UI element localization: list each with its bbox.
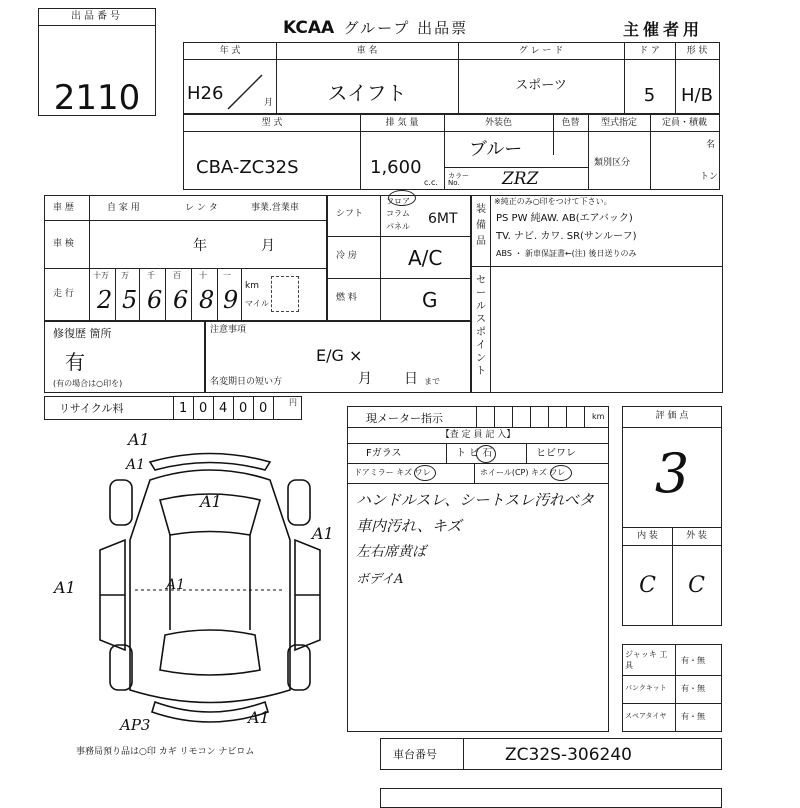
glass-label: Fガラス [366,448,402,459]
mileage-digit-4: 6 [173,286,189,314]
col-grade: グ レ ー ド [518,46,564,56]
ac-value: A/C [408,246,443,270]
equipment-table [471,195,723,393]
chassis-value: ZC32S-306240 [505,745,632,765]
header-logo: KCAA [283,18,335,38]
repair-label: 修復歴 箇所 [53,327,112,340]
score-value: 3 [654,442,690,505]
recycle-digit-1: 1 [179,401,188,416]
spec-color-no-label: カラー No. [448,172,469,187]
digit-unit-100: 百 [173,271,181,280]
col-model: 型 式 [261,118,283,128]
recycle-digit-2: 0 [199,401,208,416]
col-color: 外装色 [484,118,512,128]
shaken-label: 車 検 [53,239,74,249]
spec-model: CBA-ZC32S [196,157,299,178]
digit-unit-10k: 万 [121,271,129,280]
shift-label: シフト [336,209,364,219]
car-shape: H/B [681,85,713,106]
glass-crack: ヒビワレ [536,448,576,459]
chassis-label: 車台番号 [393,748,437,761]
notes-rename-label: 名変期日の短い方 [210,377,283,387]
equipment-row2: TV. ナビ. カワ. SR(サンルーフ) [496,231,637,242]
car-name: スイフト [327,81,407,105]
repair-value: 有 [65,350,85,374]
notes-day: 日 [404,371,418,387]
mark-rear-right: A1 [248,708,270,727]
accessory-jack-value: 有・無 [681,656,705,665]
col-shape: 形 状 [686,46,708,56]
notes-box [205,321,471,393]
drive-table [327,195,471,321]
car-damage-diagram [80,440,340,740]
wheel-label: ホイール(CP) キズ ワレ [480,468,566,477]
history-private: 自 家 用 [107,203,140,213]
lot-box [38,8,156,116]
car-doors: 5 [643,85,656,106]
equipment-row3: ABS ・ 新車保証書←(注) 後日送りのみ [496,249,637,258]
shaken-year: 年 [193,238,207,254]
spec-color-no: ZRZ [502,169,539,189]
sales-point: セールスポイント [476,275,486,377]
col-capacity: 定員・積載 [661,118,707,128]
lot-number: 2110 [53,78,141,118]
diagram-footer: 事務局預り品は○印 カギ リモコン ナビロム [76,747,255,757]
mileage-km: km [245,281,259,291]
col-type-designation: 型式指定 [600,118,637,128]
meter-label: 現メーター指示 [366,412,443,425]
wheel-circle [550,465,572,481]
accessory-puncture-label: パンクキット [625,684,667,692]
bottom-box [380,788,722,808]
fuel-label: 燃 料 [336,293,357,303]
col-name: 車 名 [356,46,378,56]
notes-until: まで [424,377,440,386]
mark-roof: A1 [166,577,186,593]
unit-ton: トン [700,172,719,182]
notes-month: 月 [358,371,372,387]
car-year: H26 [187,83,224,104]
ac-label: 冷 房 [336,251,357,261]
history-business: 事業.営業車 [251,203,299,213]
recycle-box [44,396,302,420]
recycle-digit-5: 0 [259,401,268,416]
recycle-yen: 円 [289,398,297,407]
interior-value: C [639,573,656,598]
history-label: 車 歴 [53,203,74,213]
fuel-value: G [422,288,438,312]
score-panel [622,406,722,626]
comment-3: 左右席黄ば [356,544,426,560]
digit-unit-1k: 千 [147,271,155,280]
notes-label: 注意事項 [210,325,247,335]
shift-circle [388,190,416,206]
equipment-label: 装 備 品 [476,204,486,247]
shaken-month: 月 [261,238,275,254]
unit-person: 名 [706,140,716,150]
comment-1: ハンドルスレ、シートスレ汚れべタ [356,491,594,509]
accessory-spare-label: スペアタイヤ [625,712,667,720]
mark-hood: A1 [200,492,222,511]
col-color-change: 色替 [561,118,580,128]
comment-4: ボデイA [356,572,404,587]
accessories-panel [622,644,722,732]
header-title: . グループ 出品票 [330,19,469,37]
meter-unit: km [592,412,605,421]
spec-cc: c.c. [424,178,438,187]
mileage-mile: マイル [245,299,269,308]
score-label: 評 価 点 [655,411,689,421]
shift-floor: フロア [386,197,410,206]
notes-engine: E/G × [316,346,363,365]
mileage-digit-5: 8 [199,286,215,314]
recycle-label: リサイクル料 [59,402,124,415]
glass-chip: ト ビ 石 [456,448,493,459]
interior-label: 内 装 [637,531,658,541]
equipment-row1: PS PW 純AW. AB(エアバック) [496,213,633,224]
recycle-digit-4: 0 [239,401,248,416]
shift-column: コラム [386,209,410,218]
exterior-label: 外 装 [686,531,707,541]
mirror-circle [414,465,436,481]
mark-front-left: A1 [126,457,146,473]
repair-note: (有の場合は○印を) [53,379,123,388]
comment-2: 車内汚れ、キズ [356,517,462,535]
chassis-box [380,738,722,770]
accessory-spare-value: 有・無 [681,712,705,721]
mirror-label: ドアミラー キズ ワレ [354,468,431,477]
equipment-note: ※純正のみ○印をつけて下さい。 [494,197,612,206]
mark-front-top: A1 [128,430,150,449]
glass-chip-circle [476,445,496,463]
inspection-panel [347,406,609,732]
history-table [44,195,327,321]
mark-left-side: A1 [54,578,76,597]
col-year: 年 式 [219,46,241,56]
mark-rear-bumper: AP3 [120,716,151,734]
car-grade: スポーツ [515,78,567,93]
car-table [183,42,720,114]
header-role: 主催者用 [623,20,704,39]
digit-unit-10: 十 [199,271,207,280]
history-rental: レ ン タ [185,203,218,213]
year-slash [226,71,266,111]
mileage-label: 走 行 [53,289,74,299]
repair-box [44,321,205,393]
col-displacement: 排 気 量 [385,118,419,128]
mark-right-side: A1 [312,524,334,543]
spec-displacement: 1,600 [370,157,422,178]
shift-panel: パネル [386,222,410,231]
accessory-jack-label: ジャッキ 工 具 [625,650,668,670]
shift-value: 6MT [428,211,458,227]
mile-checkbox [271,276,299,312]
lot-label: 出品番号 [71,11,123,22]
mileage-digit-2: 5 [122,286,138,314]
year-month-unit: 月 [264,98,274,108]
digit-unit-100k: 十万 [93,271,109,280]
spec-table [183,114,720,190]
col-door: ド ア [639,46,660,56]
digit-unit-1: 一 [223,271,231,280]
spec-color: ブルー [469,139,523,160]
recycle-digit-3: 4 [219,401,228,416]
inspector-label: 【査 定 員 記 入】 [440,430,516,440]
exterior-value: C [688,573,705,598]
accessory-puncture-value: 有・無 [681,684,705,693]
mileage-digit-1: 2 [97,286,113,314]
col-class: 類別区分 [594,158,631,168]
mileage-digit-3: 6 [147,286,163,314]
mileage-digit-6: 9 [223,286,239,314]
